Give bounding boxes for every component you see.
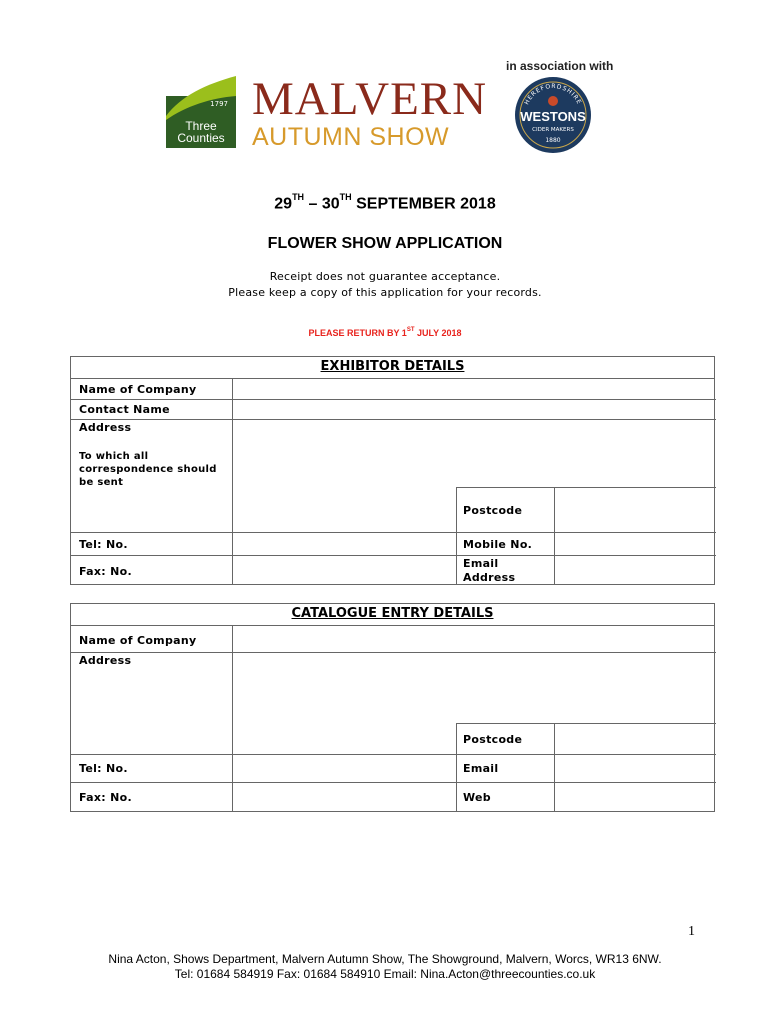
label-name-of-company: Name of Company [79, 383, 197, 396]
cat-label-web: Web [463, 791, 491, 804]
brand-malvern: MALVERN [252, 73, 488, 125]
three-counties-logo [166, 76, 236, 148]
catalogue-address-field[interactable] [233, 653, 716, 723]
cat-label-email: Email [463, 762, 499, 775]
date-day2: 30 [321, 195, 340, 213]
show-dates [0, 194, 770, 213]
westons-name: WESTONS [520, 109, 586, 124]
malvern-autumn-show-logo [252, 73, 488, 152]
label-fax: Fax: No. [79, 565, 132, 578]
catalogue-web-field[interactable] [555, 783, 716, 812]
cat-label-address: Address [79, 654, 132, 667]
logo-year: 1797 [210, 100, 228, 108]
exhibitor-contact-field[interactable] [233, 400, 716, 419]
catalogue-heading: CATALOGUE ENTRY DETAILS [71, 604, 714, 626]
exhibitor-details-form [70, 356, 715, 585]
address-note-3: be sent [79, 477, 124, 488]
exhibitor-company-field[interactable] [233, 380, 716, 399]
exhibitor-address-field[interactable] [233, 420, 716, 487]
catalogue-tel-field[interactable] [233, 755, 456, 782]
catalogue-details-form [70, 603, 715, 812]
exhibitor-mobile-field[interactable] [555, 533, 716, 555]
note-keep-copy: Please keep a copy of this application for your records. [228, 286, 542, 299]
return-sup: ST [406, 327, 415, 333]
catalogue-fax-field[interactable] [233, 783, 456, 812]
label-address: Address [79, 421, 132, 434]
catalogue-company-field[interactable] [233, 627, 716, 652]
catalogue-email-field[interactable] [555, 755, 716, 782]
application-title: FLOWER SHOW APPLICATION [267, 235, 503, 252]
return-suffix: JULY 2018 [414, 328, 462, 338]
exhibitor-tel-field[interactable] [233, 533, 456, 555]
note-receipt: Receipt does not guarantee acceptance. [269, 270, 501, 283]
date-day1: 29 [274, 195, 293, 213]
return-deadline [0, 328, 770, 338]
address-note-1: To which all [79, 451, 149, 462]
label-contact-name: Contact Name [79, 403, 170, 416]
page-number: 1 [688, 924, 695, 939]
exhibitor-email-field[interactable] [555, 556, 716, 585]
westons-year: 1880 [545, 137, 561, 144]
exhibitor-heading: EXHIBITOR DETAILS [71, 357, 714, 379]
logo-word-three: Three [185, 119, 217, 133]
westons-arc-text: HEREFORDSHIRE [523, 82, 583, 106]
exhibitor-fax-field[interactable] [233, 556, 456, 585]
label-postcode: Postcode [463, 504, 523, 517]
brand-autumn-show: AUTUMN SHOW [252, 123, 450, 151]
address-note-2: correspondence should [79, 464, 217, 475]
logo-word-counties: Counties [177, 131, 225, 145]
westons-sub: CIDER MAKERS [532, 127, 574, 133]
return-prefix: PLEASE RETURN BY 1 [308, 328, 407, 338]
date-dash: – [304, 195, 322, 213]
cat-label-postcode: Postcode [463, 733, 523, 746]
footer-address: Nina Acton, Shows Department, Malvern Autumn Show, The Showground, Malvern, Worcs, WR13 6NW. [108, 952, 662, 966]
exhibitor-postcode-field[interactable] [555, 488, 716, 532]
date-sup1: TH [292, 192, 305, 202]
cat-label-fax: Fax: No. [79, 791, 132, 804]
footer-contact: Tel: 01684 584919 Fax: 01684 584910 Email: Nina.Acton@threecounties.co.uk [174, 967, 596, 981]
label-tel: Tel: No. [79, 538, 128, 551]
catalogue-postcode-field[interactable] [555, 724, 716, 754]
westons-logo [512, 76, 594, 154]
label-email-1: Email [463, 557, 499, 570]
date-sup2: TH [339, 192, 352, 202]
date-rest: SEPTEMBER 2018 [351, 195, 496, 213]
label-email-2: Address [463, 571, 516, 584]
label-mobile: Mobile No. [463, 538, 533, 551]
cat-label-tel: Tel: No. [79, 762, 128, 775]
association-text: in association with [506, 59, 614, 73]
cat-label-name-of-company: Name of Company [79, 634, 197, 647]
